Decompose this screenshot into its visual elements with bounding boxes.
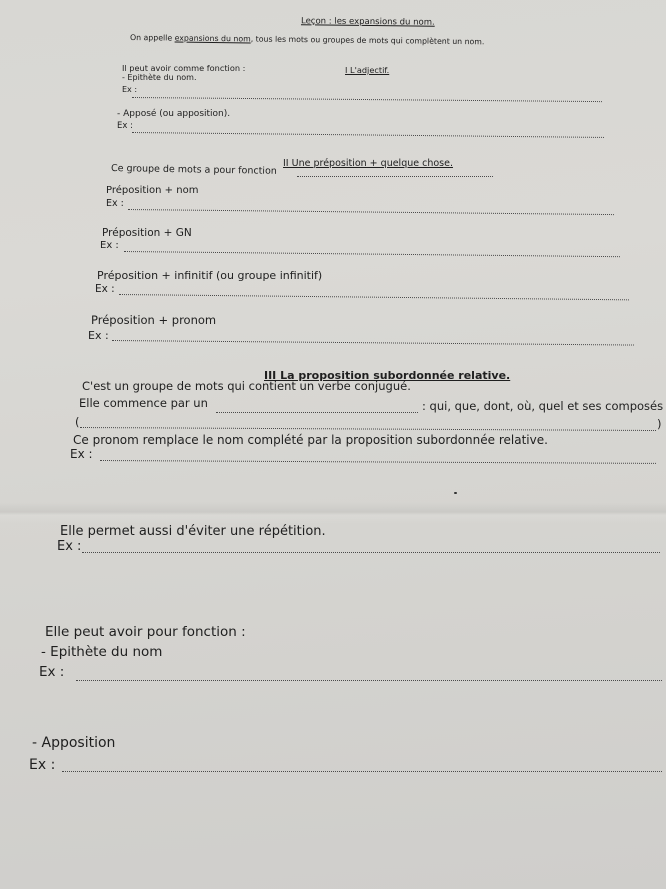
section1-heading: I L'adjectif. xyxy=(345,65,390,75)
section3-line1: C'est un groupe de mots qui contient un verbe conjugué. xyxy=(82,379,411,393)
section2-groupe: Ce groupe de mots a pour fonction xyxy=(110,163,277,177)
paper-fold xyxy=(0,502,666,524)
section2-item-1-ex: Ex : xyxy=(106,198,124,209)
section3-answer-line-3 xyxy=(76,680,662,681)
section3-ex4: Ex : xyxy=(29,757,56,773)
section3-answer-line-4 xyxy=(62,771,662,772)
section2-item-4-label: Préposition + pronom xyxy=(91,313,217,327)
section2-fonction-line xyxy=(297,176,493,177)
section2-item-1-line xyxy=(128,209,614,215)
section2-heading: II Une préposition + quelque chose. xyxy=(283,158,453,169)
section1-ex2: Ex : xyxy=(117,121,133,131)
section1-epithete: - Epithète du nom. xyxy=(122,73,197,82)
section3-ex2: Ex : xyxy=(57,539,82,554)
section2-item-1-label: Préposition + nom xyxy=(106,185,199,196)
section2-item-4-ex: Ex : xyxy=(88,329,109,342)
section3-fonction: Elle peut avoir pour fonction : xyxy=(45,624,246,640)
section3-close-paren: ) xyxy=(657,417,662,431)
lesson-title: Leçon : les expansions du nom. xyxy=(300,16,435,28)
section2-item-2-ex: Ex : xyxy=(100,240,119,251)
ink-speck xyxy=(454,492,457,494)
section3-repetition: Elle permet aussi d'éviter une répétition. xyxy=(60,524,326,539)
section1-answer-line-2 xyxy=(132,132,604,138)
section3-line2: Elle commence par un xyxy=(79,396,208,410)
section3-ex1: Ex : xyxy=(70,447,93,461)
intro-before: On appelle xyxy=(129,33,175,43)
intro-term: expansions du nom xyxy=(174,33,251,44)
section1-answer-line-1 xyxy=(132,97,602,102)
section2-item-3-label: Préposition + infinitif (ou groupe infinitif) xyxy=(97,269,323,282)
section3-answer-line-1 xyxy=(100,460,656,464)
section2-item-2-label: Préposition + GN xyxy=(102,227,192,239)
section3-ex3: Ex : xyxy=(39,664,65,680)
section3-epithete: - Epithète du nom xyxy=(41,644,163,660)
section1-fonction: Il peut avoir comme fonction : xyxy=(122,63,246,73)
section3-open-paren: ( xyxy=(75,415,80,429)
intro-line xyxy=(130,34,484,46)
section2-item-3-line xyxy=(119,294,629,300)
section1-appose: - Apposé (ou apposition). xyxy=(117,109,231,119)
section1-ex1: Ex : xyxy=(122,85,138,94)
section3-line3: Ce pronom remplace le nom complété par la proposition subordonnée relative. xyxy=(73,433,548,447)
section3-heading: III La proposition subordonnée relative. xyxy=(264,369,511,382)
section3-line2-end: : qui, que, dont, où, quel et ses composés xyxy=(422,399,664,413)
section2-item-2-line xyxy=(124,251,620,257)
section3-apposition: - Apposition xyxy=(32,735,116,751)
section2-item-4-line xyxy=(112,340,634,346)
section3-composes-line xyxy=(80,427,656,431)
section3-answer-line-2 xyxy=(82,552,660,553)
section2-item-3-ex: Ex : xyxy=(95,283,115,295)
section3-relative-pronoun-line xyxy=(216,412,418,413)
intro-after: , tous les mots ou groupes de mots qui complètent un nom. xyxy=(250,34,485,47)
